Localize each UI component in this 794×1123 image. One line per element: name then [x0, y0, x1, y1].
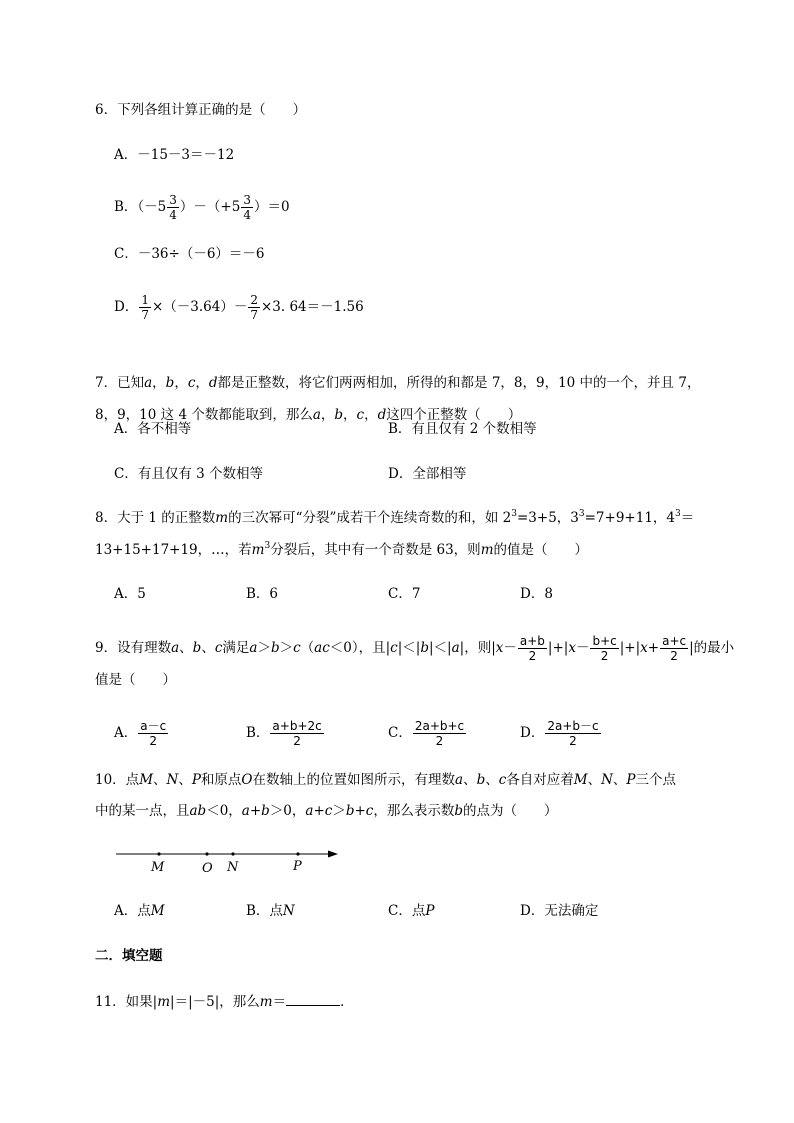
- point-p-label: P: [293, 859, 302, 874]
- q10-stem-line1: 10．点M、N、P和原点O在数轴上的位置如图所示，有理数a、b、c各自对应着M、N、P三个点: [95, 772, 677, 788]
- point-n-dot: [231, 852, 234, 855]
- q9-option-c: C． $\frac{2a+b+c}{2}$: [388, 719, 465, 748]
- q6-option-c: C．－36÷（－6）＝－6: [114, 246, 265, 262]
- q10-option-d: D．无法确定: [520, 903, 599, 919]
- q9-option-a: A． $\frac{a-c}{2}$: [114, 719, 167, 748]
- q7-option-d: D．全部相等: [388, 466, 467, 482]
- point-o-label: O: [202, 861, 213, 876]
- q6-option-d: D． $\frac{1}{7}$ ×（－3.64）－ $\frac{2}{7}$ ×3. 64＝－1.56: [114, 293, 364, 322]
- q7-option-b: B．有且仅有 2 个数相等: [388, 421, 537, 437]
- point-n-label: N: [227, 860, 239, 875]
- q8-option-c: C．7: [388, 586, 421, 602]
- q7-stem-line2: 8，9，10 这 4 个数都能取到，那么a，b，c，d这四个正整数（ ）: [95, 407, 522, 423]
- point-o-dot: [205, 852, 208, 855]
- q7-option-c: C．有且仅有 3 个数相等: [114, 466, 264, 482]
- q10-option-b: B．点N: [246, 903, 295, 919]
- q6-stem: 6．下列各组计算正确的是（ ）: [95, 102, 307, 118]
- q8-stem-line2: 13+15+17+19，…，若$m^3$分裂后，其中有一个奇数是 63，则m的值是（ ）: [95, 541, 588, 558]
- q8-option-a: A．5: [114, 586, 146, 602]
- q9-stem-line2: 值是（ ）: [95, 672, 176, 688]
- q11-stem: 11．如果|m|＝|－5|，那么m＝ ．: [95, 991, 354, 1012]
- number-line-arrow: [328, 851, 338, 858]
- q7-option-a: A．各不相等: [114, 421, 192, 437]
- number-line-figure: [112, 838, 344, 878]
- q11-answer-blank[interactable]: [286, 991, 340, 1006]
- q7-stem-line1: 7．已知a，b，c，d都是正整数，将它们两两相加，所得的和都是 7，8，9，10 中的一个，并且 7，: [95, 375, 701, 391]
- q8-option-d: D．8: [520, 586, 553, 602]
- q9-option-b: B． $\frac{a+b+2c}{2}$: [246, 719, 322, 748]
- point-m-label: M: [151, 860, 165, 875]
- q10-option-c: C．点P: [388, 903, 435, 919]
- point-m-dot: [157, 852, 160, 855]
- q6-option-a: A．－15－3＝－12: [114, 147, 235, 163]
- q8-option-b: B．6: [246, 586, 279, 602]
- q6-option-b: B．（－5 $\frac{3}{4}$ ）－（+5 $\frac{3}{4}$ ）＝0: [114, 193, 290, 222]
- point-p-dot: [296, 852, 299, 855]
- q10-option-a: A．点M: [114, 903, 165, 919]
- q9-option-d: D． $\frac{2a+b-c}{2}$: [520, 719, 599, 748]
- q8-stem-line1: 8．大于 1 的正整数m的三次幂可“分裂”成若干个连续奇数的和，如 $2^3=3+5$，$3^3=7+9+11$，$4^3=$: [95, 509, 695, 526]
- q10-stem-line2: 中的某一点，且ab＜0，a+b＞0，a+c＞b+c，那么表示数b的点为（ ）: [95, 803, 558, 819]
- section-fill-in-blank-heading: 二．填空题: [95, 948, 163, 964]
- q9-stem-line1: 9．设有理数a、b、c满足a＞b＞c（ac＜0），且|c|＜|b|＜|a|，则|x－ $\frac{a+b}{2}$ |+|x－ $\frac{b+c}{2}$ |+|x+ $\frac{a+c}{2}$ |的最小: [95, 634, 735, 663]
